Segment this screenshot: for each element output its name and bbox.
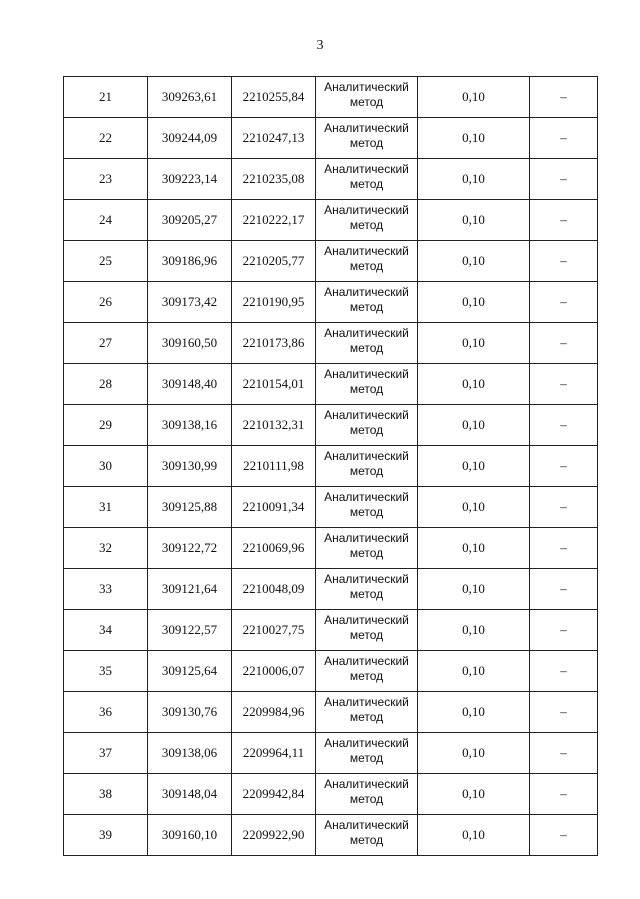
accuracy-cell: 0,10 xyxy=(418,528,530,569)
y-coordinate-cell: 2210132,31 xyxy=(232,405,316,446)
method-cell xyxy=(316,569,418,610)
coordinates-table xyxy=(63,76,598,856)
accuracy-cell: 0,10 xyxy=(418,692,530,733)
x-coordinate-cell: 309205,27 xyxy=(148,200,232,241)
x-coordinate-cell: 309160,50 xyxy=(148,323,232,364)
y-coordinate-cell: 2209922,90 xyxy=(232,815,316,856)
x-coordinate-cell: 309223,14 xyxy=(148,159,232,200)
method-line-2: метод xyxy=(349,423,384,437)
method-line-2: метод xyxy=(349,505,384,519)
accuracy-cell: 0,10 xyxy=(418,815,530,856)
note-cell: – xyxy=(530,77,598,118)
note-cell: – xyxy=(530,815,598,856)
method-line-1: Аналитический xyxy=(324,777,409,791)
y-coordinate-cell: 2209984,96 xyxy=(232,692,316,733)
accuracy-cell: 0,10 xyxy=(418,774,530,815)
method-line-2: метод xyxy=(349,177,384,191)
method-line-1: Аналитический xyxy=(324,285,409,299)
point-number-cell: 36 xyxy=(64,692,148,733)
point-number-cell: 29 xyxy=(64,405,148,446)
method-cell xyxy=(316,610,418,651)
y-coordinate-cell: 2210091,34 xyxy=(232,487,316,528)
accuracy-cell: 0,10 xyxy=(418,118,530,159)
table-row xyxy=(64,159,598,200)
method-line-2: метод xyxy=(349,669,384,683)
point-number-cell: 34 xyxy=(64,610,148,651)
table-row xyxy=(64,405,598,446)
method-line-1: Аналитический xyxy=(324,326,409,340)
table-row xyxy=(64,651,598,692)
method-line-2: метод xyxy=(349,710,384,724)
method-cell xyxy=(316,692,418,733)
accuracy-cell: 0,10 xyxy=(418,159,530,200)
note-cell: – xyxy=(530,610,598,651)
method-line-2: метод xyxy=(349,300,384,314)
method-line-2: метод xyxy=(349,382,384,396)
point-number-cell: 24 xyxy=(64,200,148,241)
table-row xyxy=(64,815,598,856)
note-cell: – xyxy=(530,323,598,364)
page-number: 3 xyxy=(316,38,324,53)
y-coordinate-cell: 2210027,75 xyxy=(232,610,316,651)
y-coordinate-cell: 2210173,86 xyxy=(232,323,316,364)
point-number-cell: 22 xyxy=(64,118,148,159)
y-coordinate-cell: 2210255,84 xyxy=(232,77,316,118)
x-coordinate-cell: 309148,40 xyxy=(148,364,232,405)
method-line-2: метод xyxy=(349,833,384,847)
method-line-1: Аналитический xyxy=(324,203,409,217)
method-line-2: метод xyxy=(349,95,384,109)
method-cell xyxy=(316,405,418,446)
method-cell xyxy=(316,323,418,364)
method-cell xyxy=(316,364,418,405)
method-line-1: Аналитический xyxy=(324,80,409,94)
x-coordinate-cell: 309173,42 xyxy=(148,282,232,323)
method-cell xyxy=(316,487,418,528)
x-coordinate-cell: 309130,99 xyxy=(148,446,232,487)
point-number-cell: 37 xyxy=(64,733,148,774)
x-coordinate-cell: 309138,06 xyxy=(148,733,232,774)
accuracy-cell: 0,10 xyxy=(418,200,530,241)
x-coordinate-cell: 309125,88 xyxy=(148,487,232,528)
y-coordinate-cell: 2210154,01 xyxy=(232,364,316,405)
note-cell: – xyxy=(530,692,598,733)
method-line-2: метод xyxy=(349,792,384,806)
point-number-cell: 32 xyxy=(64,528,148,569)
y-coordinate-cell: 2210235,08 xyxy=(232,159,316,200)
method-line-1: Аналитический xyxy=(324,613,409,627)
accuracy-cell: 0,10 xyxy=(418,364,530,405)
method-cell xyxy=(316,446,418,487)
table-row xyxy=(64,323,598,364)
accuracy-cell: 0,10 xyxy=(418,282,530,323)
note-cell: – xyxy=(530,241,598,282)
accuracy-cell: 0,10 xyxy=(418,77,530,118)
note-cell: – xyxy=(530,200,598,241)
method-line-2: метод xyxy=(349,259,384,273)
method-cell xyxy=(316,241,418,282)
method-line-1: Аналитический xyxy=(324,531,409,545)
accuracy-cell: 0,10 xyxy=(418,610,530,651)
point-number-cell: 30 xyxy=(64,446,148,487)
method-line-1: Аналитический xyxy=(324,695,409,709)
note-cell: – xyxy=(530,282,598,323)
note-cell: – xyxy=(530,118,598,159)
method-line-1: Аналитический xyxy=(324,736,409,750)
table-row xyxy=(64,487,598,528)
coordinates-table-body xyxy=(64,77,598,856)
x-coordinate-cell: 309130,76 xyxy=(148,692,232,733)
accuracy-cell: 0,10 xyxy=(418,487,530,528)
method-line-1: Аналитический xyxy=(324,572,409,586)
point-number-cell: 25 xyxy=(64,241,148,282)
y-coordinate-cell: 2209964,11 xyxy=(232,733,316,774)
table-row xyxy=(64,733,598,774)
table-row xyxy=(64,364,598,405)
x-coordinate-cell: 309122,57 xyxy=(148,610,232,651)
x-coordinate-cell: 309122,72 xyxy=(148,528,232,569)
x-coordinate-cell: 309263,61 xyxy=(148,77,232,118)
accuracy-cell: 0,10 xyxy=(418,569,530,610)
method-line-2: метод xyxy=(349,751,384,765)
y-coordinate-cell: 2210190,95 xyxy=(232,282,316,323)
table-row xyxy=(64,282,598,323)
table-row xyxy=(64,774,598,815)
note-cell: – xyxy=(530,446,598,487)
accuracy-cell: 0,10 xyxy=(418,446,530,487)
note-cell: – xyxy=(530,733,598,774)
note-cell: – xyxy=(530,487,598,528)
method-line-1: Аналитический xyxy=(324,367,409,381)
method-line-2: метод xyxy=(349,218,384,232)
x-coordinate-cell: 309121,64 xyxy=(148,569,232,610)
method-line-2: метод xyxy=(349,628,384,642)
y-coordinate-cell: 2210247,13 xyxy=(232,118,316,159)
x-coordinate-cell: 309160,10 xyxy=(148,815,232,856)
method-line-2: метод xyxy=(349,587,384,601)
table-row xyxy=(64,528,598,569)
point-number-cell: 28 xyxy=(64,364,148,405)
table-row xyxy=(64,610,598,651)
y-coordinate-cell: 2210069,96 xyxy=(232,528,316,569)
method-cell xyxy=(316,77,418,118)
method-line-2: метод xyxy=(349,464,384,478)
table-row xyxy=(64,77,598,118)
point-number-cell: 39 xyxy=(64,815,148,856)
y-coordinate-cell: 2210048,09 xyxy=(232,569,316,610)
method-line-1: Аналитический xyxy=(324,449,409,463)
point-number-cell: 21 xyxy=(64,77,148,118)
method-line-1: Аналитический xyxy=(324,244,409,258)
method-line-1: Аналитический xyxy=(324,490,409,504)
table-row xyxy=(64,118,598,159)
method-cell xyxy=(316,118,418,159)
method-line-1: Аналитический xyxy=(324,121,409,135)
table-row xyxy=(64,200,598,241)
y-coordinate-cell: 2209942,84 xyxy=(232,774,316,815)
note-cell: – xyxy=(530,569,598,610)
method-cell xyxy=(316,528,418,569)
x-coordinate-cell: 309125,64 xyxy=(148,651,232,692)
method-cell xyxy=(316,815,418,856)
x-coordinate-cell: 309148,04 xyxy=(148,774,232,815)
method-line-2: метод xyxy=(349,546,384,560)
x-coordinate-cell: 309244,09 xyxy=(148,118,232,159)
point-number-cell: 33 xyxy=(64,569,148,610)
method-line-1: Аналитический xyxy=(324,818,409,832)
method-line-1: Аналитический xyxy=(324,408,409,422)
y-coordinate-cell: 2210111,98 xyxy=(232,446,316,487)
accuracy-cell: 0,10 xyxy=(418,323,530,364)
note-cell: – xyxy=(530,528,598,569)
note-cell: – xyxy=(530,651,598,692)
accuracy-cell: 0,10 xyxy=(418,651,530,692)
point-number-cell: 31 xyxy=(64,487,148,528)
accuracy-cell: 0,10 xyxy=(418,241,530,282)
method-cell xyxy=(316,774,418,815)
table-row xyxy=(64,446,598,487)
method-cell xyxy=(316,159,418,200)
accuracy-cell: 0,10 xyxy=(418,405,530,446)
y-coordinate-cell: 2210006,07 xyxy=(232,651,316,692)
method-cell xyxy=(316,200,418,241)
point-number-cell: 35 xyxy=(64,651,148,692)
y-coordinate-cell: 2210222,17 xyxy=(232,200,316,241)
method-cell xyxy=(316,733,418,774)
table-row xyxy=(64,569,598,610)
method-cell xyxy=(316,282,418,323)
point-number-cell: 38 xyxy=(64,774,148,815)
note-cell: – xyxy=(530,405,598,446)
table-row xyxy=(64,241,598,282)
note-cell: – xyxy=(530,364,598,405)
method-line-1: Аналитический xyxy=(324,162,409,176)
point-number-cell: 23 xyxy=(64,159,148,200)
point-number-cell: 26 xyxy=(64,282,148,323)
note-cell: – xyxy=(530,159,598,200)
table-row xyxy=(64,692,598,733)
accuracy-cell: 0,10 xyxy=(418,733,530,774)
method-line-2: метод xyxy=(349,136,384,150)
x-coordinate-cell: 309138,16 xyxy=(148,405,232,446)
x-coordinate-cell: 309186,96 xyxy=(148,241,232,282)
note-cell: – xyxy=(530,774,598,815)
method-line-1: Аналитический xyxy=(324,654,409,668)
y-coordinate-cell: 2210205,77 xyxy=(232,241,316,282)
point-number-cell: 27 xyxy=(64,323,148,364)
method-line-2: метод xyxy=(349,341,384,355)
method-cell xyxy=(316,651,418,692)
